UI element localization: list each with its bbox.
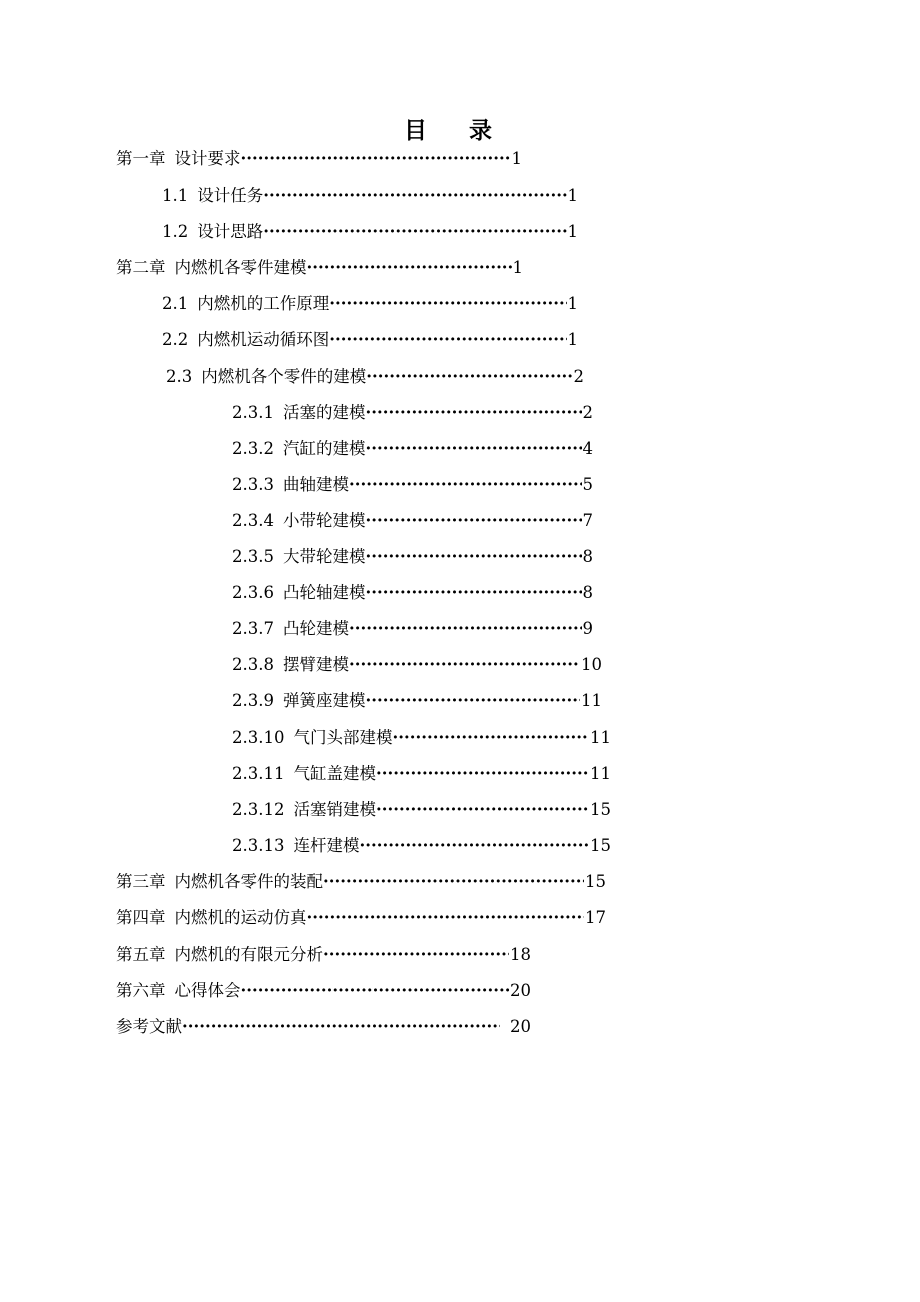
toc-entry[interactable] — [116, 940, 531, 970]
toc-entry[interactable] — [232, 506, 593, 536]
toc-entry[interactable] — [116, 253, 523, 283]
toc-entry-number: 第二章 — [116, 258, 166, 277]
toc-entry[interactable] — [232, 723, 611, 753]
toc-leader-dots — [307, 903, 585, 933]
toc-entry-number: 第六章 — [116, 981, 166, 1000]
toc-entry-title: 大带轮建模 — [282, 547, 366, 566]
toc-entry-page: 7 — [582, 511, 593, 530]
toc-entry-page: 15 — [585, 872, 606, 891]
toc-entry-page: 1 — [567, 186, 578, 205]
toc-entry-page: 10 — [581, 655, 602, 674]
toc-entry-page: 5 — [582, 475, 593, 494]
toc-entry[interactable] — [232, 831, 611, 861]
toc-entry-page: 11 — [590, 764, 611, 783]
toc-entry-title: 内燃机各零件的装配 — [174, 872, 323, 891]
toc-entry-page: 18 — [510, 945, 531, 964]
toc-entry-title: 参考文献 — [116, 1017, 182, 1036]
toc-leader-dots — [365, 542, 581, 572]
toc-entry-page: 15 — [590, 800, 611, 819]
toc-entry-page: 2 — [573, 367, 584, 386]
toc-leader-dots — [365, 686, 580, 716]
toc-leader-dots — [365, 578, 581, 608]
toc-entry-number: 2.3.3 — [232, 475, 274, 494]
toc-entry-title: 小带轮建模 — [282, 511, 366, 530]
toc-entry-title: 汽缸的建模 — [282, 439, 366, 458]
toc-entry-number: 1.2 — [162, 222, 189, 241]
toc-entry-title: 内燃机各零件建模 — [174, 258, 307, 277]
toc-entry[interactable] — [162, 217, 578, 247]
toc-entry-page: 1 — [511, 149, 522, 168]
toc-entry-page: 1 — [567, 294, 578, 313]
toc-entry-number: 2.3.7 — [232, 619, 274, 638]
toc-entry-page: 8 — [582, 547, 593, 566]
toc-entry-page: 15 — [590, 836, 611, 855]
toc-entry-title: 设计要求 — [174, 149, 241, 168]
toc-leader-dots — [349, 614, 582, 644]
toc-leader-dots — [241, 144, 511, 174]
toc-entry-title: 气缸盖建模 — [293, 764, 376, 783]
toc-entry-number: 2.3.10 — [232, 728, 285, 747]
toc-entry-page: 4 — [582, 439, 593, 458]
toc-entry[interactable] — [116, 976, 531, 1006]
toc-leader-dots — [182, 1012, 500, 1042]
toc-entry[interactable] — [116, 903, 606, 933]
toc-entry-page: 17 — [585, 908, 606, 927]
toc-entry-number: 2.1 — [162, 294, 189, 313]
toc-title — [0, 112, 896, 145]
toc-entry-title: 心得体会 — [174, 981, 241, 1000]
toc-title-char-1: 目 — [404, 118, 427, 144]
toc-entry[interactable] — [232, 650, 602, 680]
toc-entry-page: 1 — [567, 330, 578, 349]
toc-entry-number: 2.3.4 — [232, 511, 274, 530]
toc-entry-number: 第三章 — [116, 872, 166, 891]
toc-leader-dots — [323, 940, 509, 970]
toc-entry-number: 第五章 — [116, 945, 166, 964]
toc-leader-dots — [263, 181, 566, 211]
toc-entry-page: 8 — [582, 583, 593, 602]
toc-leader-dots — [263, 217, 566, 247]
toc-entry[interactable] — [232, 614, 593, 644]
toc-entry[interactable] — [116, 1012, 531, 1042]
toc-entry-number: 2.3 — [166, 367, 193, 386]
toc-leader-dots — [365, 398, 581, 428]
toc-entry[interactable] — [162, 289, 578, 319]
toc-entry-number: 2.3.1 — [232, 403, 274, 422]
toc-entry[interactable] — [232, 434, 593, 464]
toc-entry-page: 20 — [510, 981, 531, 1000]
toc-entry-page: 9 — [582, 619, 593, 638]
toc-entry[interactable] — [232, 578, 593, 608]
toc-leader-dots — [329, 289, 566, 319]
toc-entry[interactable] — [232, 795, 611, 825]
toc-leader-dots — [359, 831, 589, 861]
toc-entry[interactable] — [162, 325, 578, 355]
toc-entry-number: 1.1 — [162, 186, 189, 205]
toc-entry-title: 弹簧座建模 — [282, 691, 366, 710]
toc-entry-number: 第一章 — [116, 149, 166, 168]
toc-leader-dots — [241, 976, 510, 1006]
toc-entry-title: 气门头部建模 — [293, 728, 393, 747]
toc-entry[interactable] — [116, 144, 522, 174]
toc-entry-number: 2.3.11 — [232, 764, 285, 783]
toc-leader-dots — [366, 362, 572, 392]
toc-entry[interactable] — [166, 362, 584, 392]
toc-entry-page: 2 — [582, 403, 593, 422]
toc-entry[interactable] — [116, 867, 606, 897]
toc-entry[interactable] — [232, 542, 593, 572]
toc-entry-number: 2.3.5 — [232, 547, 274, 566]
toc-entry-page: 11 — [590, 728, 611, 747]
toc-entry-title: 曲轴建模 — [282, 475, 349, 494]
toc-leader-dots — [376, 795, 589, 825]
toc-entry-number: 2.3.2 — [232, 439, 274, 458]
toc-title-char-2: 录 — [469, 118, 492, 144]
toc-entry-title: 内燃机的工作原理 — [197, 294, 330, 313]
toc-entry-number: 2.3.6 — [232, 583, 274, 602]
toc-entry-title: 摆臂建模 — [282, 655, 349, 674]
toc-entry[interactable] — [162, 181, 578, 211]
toc-entry-number: 2.3.9 — [232, 691, 274, 710]
toc-leader-dots — [349, 470, 582, 500]
toc-leader-dots — [349, 650, 580, 680]
toc-leader-dots — [323, 867, 584, 897]
toc-entry[interactable] — [232, 398, 593, 428]
toc-leader-dots — [329, 325, 566, 355]
toc-entry-title: 内燃机的有限元分析 — [174, 945, 323, 964]
toc-entry-title: 内燃机各个零件的建模 — [201, 367, 367, 386]
toc-entry[interactable] — [232, 686, 602, 716]
toc-leader-dots — [365, 506, 581, 536]
toc-entry-title: 设计任务 — [197, 186, 264, 205]
toc-leader-dots — [376, 759, 589, 789]
toc-entry-title: 活塞销建模 — [293, 800, 376, 819]
toc-leader-dots — [307, 253, 512, 283]
toc-entry[interactable] — [232, 470, 593, 500]
toc-entry-title: 凸轮轴建模 — [282, 583, 366, 602]
toc-entry-title: 连杆建模 — [293, 836, 360, 855]
toc-entry-page: 11 — [581, 691, 602, 710]
toc-entry-number: 2.3.12 — [232, 800, 285, 819]
toc-entry-title: 内燃机运动循环图 — [197, 330, 330, 349]
toc-entry-title: 设计思路 — [197, 222, 264, 241]
toc-entry-number: 2.2 — [162, 330, 189, 349]
toc-entry-number: 2.3.13 — [232, 836, 285, 855]
toc-leader-dots — [392, 723, 589, 753]
toc-entry-page: 1 — [567, 222, 578, 241]
toc-entry-number: 第四章 — [116, 908, 166, 927]
toc-entry-number: 2.3.8 — [232, 655, 274, 674]
toc-entry-page: 20 — [510, 1017, 531, 1036]
toc-entry-title: 活塞的建模 — [282, 403, 366, 422]
toc-entry-page: 1 — [512, 258, 523, 277]
toc-entry-title: 内燃机的运动仿真 — [174, 908, 307, 927]
toc-leader-dots — [365, 434, 581, 464]
toc-entry-title: 凸轮建模 — [282, 619, 349, 638]
toc-entry[interactable] — [232, 759, 611, 789]
